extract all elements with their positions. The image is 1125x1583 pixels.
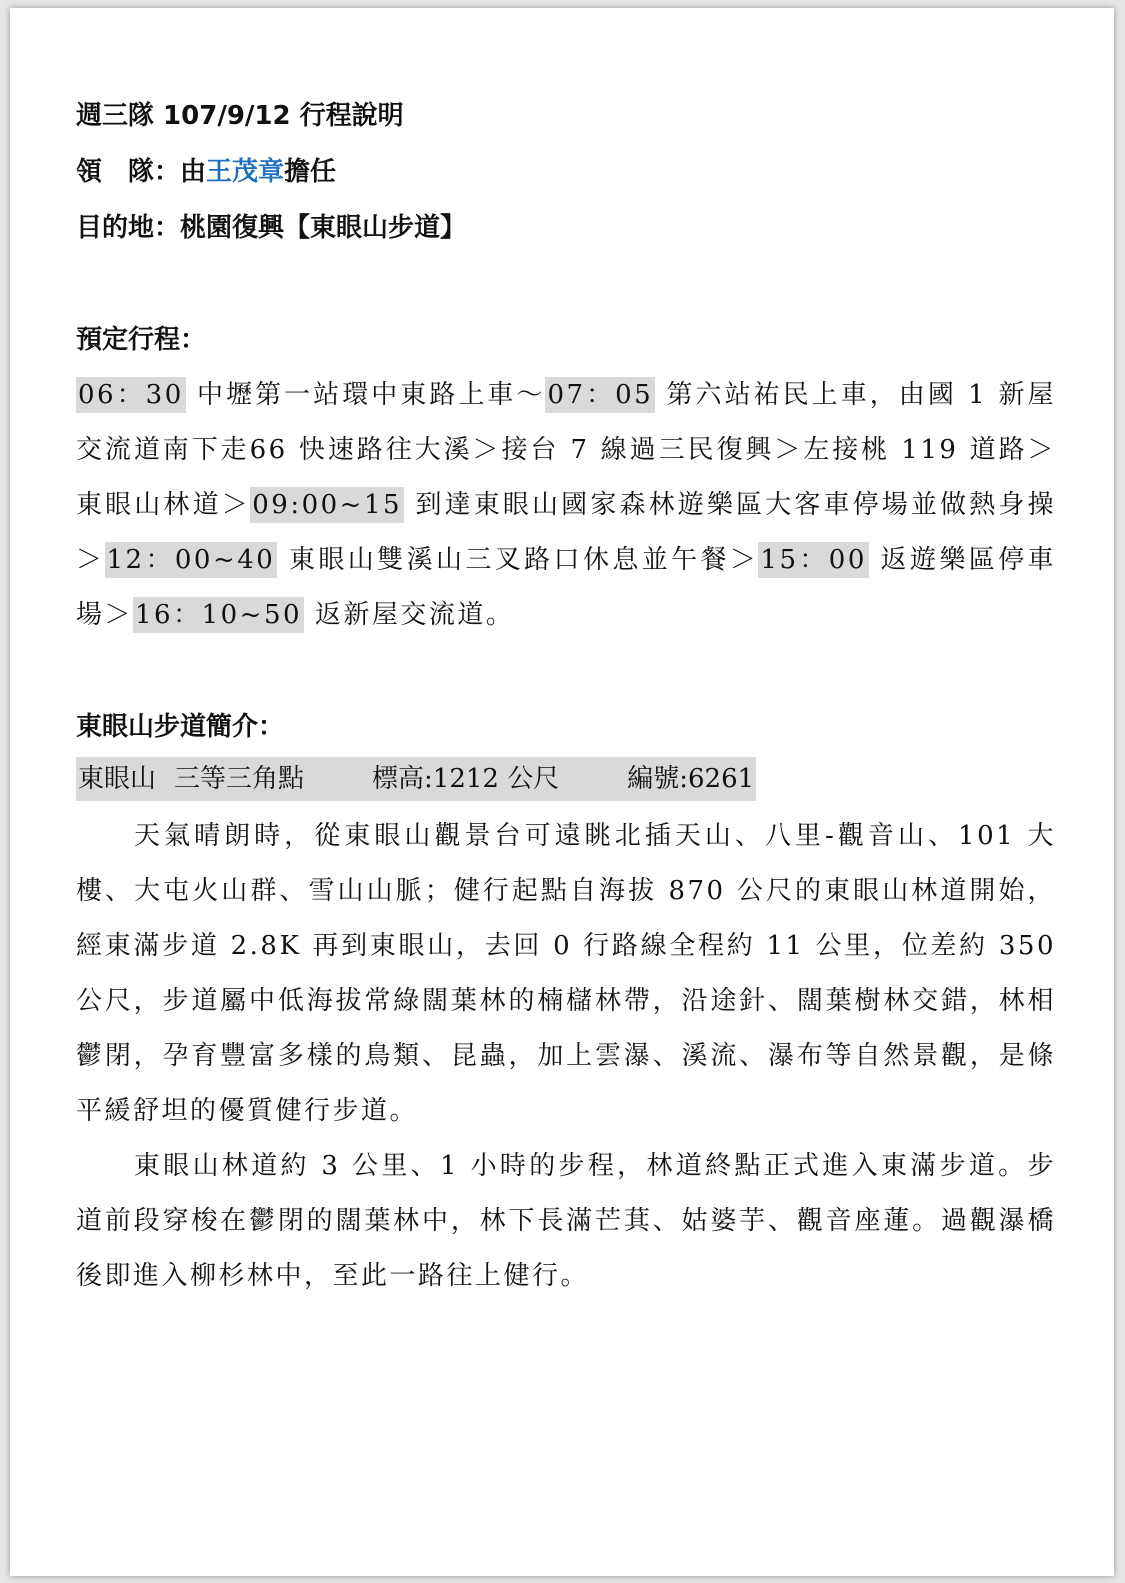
- schedule-time-6: 16：10~50: [133, 597, 304, 633]
- schedule-text-1: 中壢第一站環中東路上車～: [185, 380, 546, 410]
- schedule-text-6: 返新屋交流道。: [304, 600, 515, 630]
- spacer: [76, 643, 1056, 699]
- schedule-time-3: 09:00~15: [250, 487, 404, 523]
- schedule-time-1: 06：30: [76, 377, 186, 413]
- schedule-time-2: 07：05: [545, 377, 655, 413]
- marker-type: 三等三角點: [174, 764, 305, 794]
- intro-heading: 東眼山步道簡介：: [76, 712, 285, 742]
- leader-label: 領 隊：: [76, 157, 181, 187]
- intro-paragraph-1: 天氣晴朗時，從東眼山觀景台可遠眺北插天山、八里-觀音山、101 大樓、大屯火山群、雪山山脈；健行起點自海拔 870 公尺的東眼山林道開始，經東滿步道 2.8K 再到東眼山，去回 0 行路線全程約 11 公里，位差約 350 公尺，步道屬中低海拔常綠闊葉林的楠櫧林帶，沿途針、闊葉樹林交錯，林相鬱閉，孕育豐富多樣的鳥類、昆蟲，加上雲瀑、溪流、瀑布等自然景觀，是條平緩舒坦的優質健行步道。: [76, 821, 1056, 1126]
- schedule-time-5: 15：00: [758, 542, 868, 578]
- document-page: [10, 8, 1114, 1576]
- schedule-text-3: 到達東眼山國家森林遊樂區大客車停場並做熱身操＞: [76, 490, 1056, 575]
- schedule-time-4: 12：00~40: [105, 542, 278, 578]
- destination-value: 桃園復興【東眼山步道】: [180, 213, 467, 243]
- leader-suffix: 擔任: [284, 157, 337, 187]
- spacer: [76, 256, 1056, 312]
- schedule-text-4: 東眼山雙溪山三叉路口休息並午餐＞: [277, 545, 759, 575]
- destination-line: [76, 200, 1056, 256]
- schedule-heading: 預定行程：: [76, 325, 207, 355]
- schedule-text-2: 第六站祐民上車，由國 1 新屋交流道南下走66 快速路往大溪＞接台 7 線過三民復興＞左接桃 119 道路＞東眼山林道＞: [76, 380, 1057, 520]
- leader-name: 王茂章: [206, 157, 285, 187]
- marker-elevation: 標高:1212 公尺: [372, 764, 560, 794]
- document-title: 週三隊 107/9/12 行程說明: [76, 101, 404, 131]
- triangulation-marker-box: [76, 757, 756, 801]
- leader-line: [76, 144, 1056, 200]
- destination-label: 目的地：: [76, 213, 181, 243]
- intro-paragraph-2: 東眼山林道約 3 公里、1 小時的步程，林道終點正式進入東滿步道。步道前段穿梭在鬱閉的闊葉林中，林下長滿芒萁、姑婆芋、觀音座蓮。過觀瀑橋後即進入柳杉林中，至此一路往上健行。: [76, 1151, 1056, 1291]
- marker-name: 東眼山: [78, 764, 157, 794]
- schedule-text-5: 返遊樂區停車場＞: [76, 545, 1057, 630]
- schedule-paragraph: [76, 368, 1056, 643]
- document-content: [76, 88, 1056, 1304]
- marker-number: 編號:6261: [627, 764, 755, 794]
- triangulation-marker-row: [76, 757, 1056, 801]
- leader-prefix: 由: [180, 157, 207, 187]
